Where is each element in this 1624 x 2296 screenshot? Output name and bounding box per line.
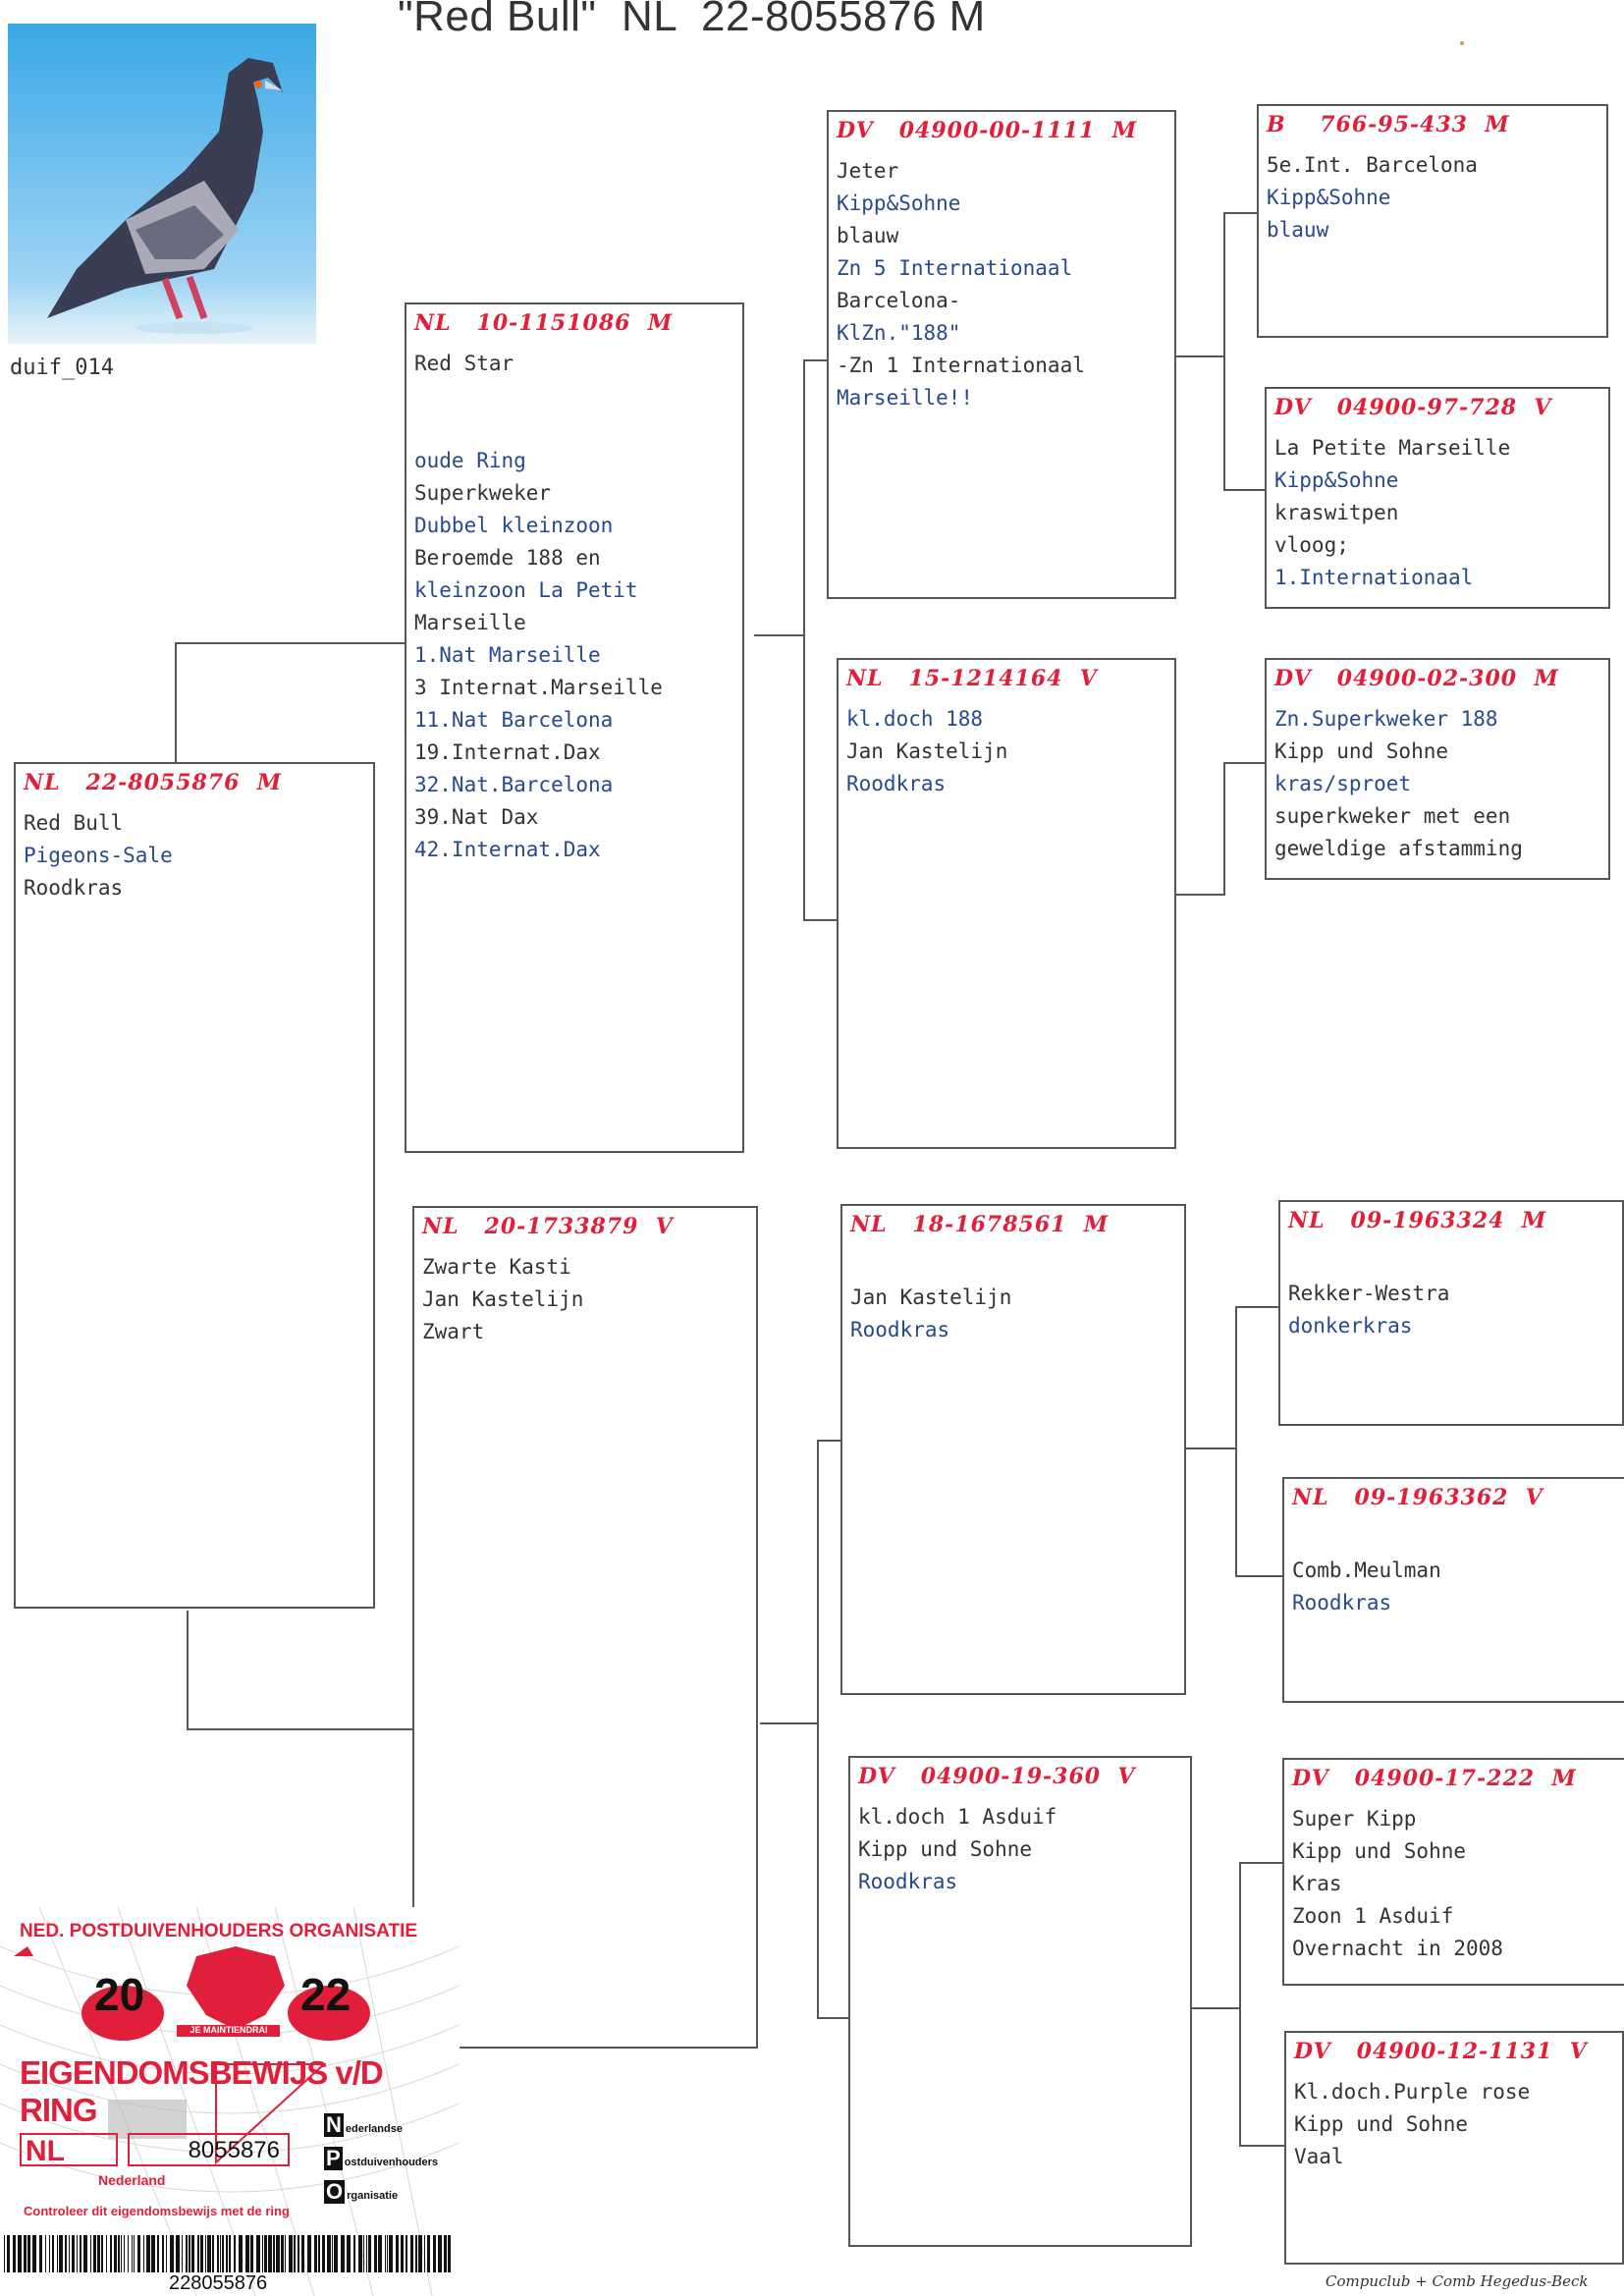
connector-line <box>760 1722 819 1724</box>
barcode-bar <box>322 2235 325 2272</box>
dove-icon <box>14 1946 33 1956</box>
barcode-bar <box>182 2235 183 2272</box>
pigeon-details <box>24 807 369 904</box>
pigeon-details <box>1292 1522 1620 1619</box>
barcode-bar <box>444 2235 447 2272</box>
pedigree-box-mm <box>848 1756 1192 2247</box>
pigeon-details <box>846 703 1170 800</box>
pigeon-details <box>837 155 1170 414</box>
barcode-bar <box>378 2235 382 2272</box>
connector-line <box>1223 489 1267 491</box>
barcode-bar <box>387 2235 388 2272</box>
pigeon-details <box>422 1251 752 1348</box>
detail-line: Jeter <box>837 159 899 183</box>
barcode-bar <box>410 2235 413 2272</box>
connector-line <box>175 642 177 764</box>
barcode-bar <box>97 2235 100 2272</box>
detail-line: -Zn 1 Internationaal <box>837 354 1085 377</box>
connector-line <box>817 1440 842 1442</box>
barcode-bar <box>162 2235 164 2272</box>
pedigree-box-ff <box>827 110 1176 599</box>
barcode-bar <box>13 2235 16 2272</box>
ring-number: DV 04900-00-1111 M <box>837 118 1138 143</box>
ring-number: DV 04900-17-222 M <box>1292 1766 1577 1791</box>
pedigree-box-father <box>405 302 744 1153</box>
detail-line: 42.Internat.Dax <box>414 838 601 861</box>
pigeon-details <box>1267 149 1602 246</box>
barcode-bar <box>110 2235 112 2272</box>
barcode-bar <box>90 2235 91 2272</box>
barcode-bar <box>347 2235 351 2272</box>
detail-line: kraswitpen <box>1274 501 1399 524</box>
pedigree-box-mmm <box>1284 2031 1624 2265</box>
barcode-bar <box>128 2235 129 2272</box>
detail-line: 39.Nat Dax <box>414 805 539 829</box>
pigeon-photo <box>8 24 316 344</box>
pedigree-box-mff <box>1278 1200 1624 1426</box>
barcode-bar <box>57 2235 58 2272</box>
barcode-bar <box>341 2235 345 2272</box>
detail-line: vloog; <box>1274 533 1349 557</box>
detail-line: Jan Kastelijn <box>422 1287 584 1311</box>
barcode-bar <box>118 2235 120 2272</box>
ring-number: NL 09-1963362 V <box>1292 1485 1543 1510</box>
detail-line: 11.Nat Barcelona <box>414 708 614 732</box>
barcode-bar <box>77 2235 78 2272</box>
connector-line <box>803 634 805 635</box>
barcode-bar <box>93 2235 96 2272</box>
barcode-bar <box>52 2235 54 2272</box>
lion-emblem-icon <box>187 1946 285 2030</box>
detail-line: Zwart <box>422 1320 485 1343</box>
barcode-bar <box>396 2235 399 2272</box>
connector-line <box>1223 212 1259 214</box>
detail-line: Kras <box>1292 1872 1342 1895</box>
connector-line <box>817 2017 850 2019</box>
detail-line: kl.doch 188 <box>846 707 984 731</box>
barcode-bar <box>72 2235 75 2272</box>
barcode-bar <box>298 2235 299 2272</box>
barcode-bar <box>45 2235 46 2272</box>
detail-line: Red Bull <box>24 811 124 835</box>
connector-line <box>1239 1862 1241 2147</box>
connector-line <box>1235 1306 1280 1308</box>
ring-number: DV 04900-12-1131 V <box>1294 2039 1588 2064</box>
detail-line <box>1292 1522 1620 1555</box>
detail-line: Comb.Meulman <box>1292 1558 1441 1582</box>
barcode-bar <box>318 2235 320 2272</box>
pigeon-details <box>1288 1245 1618 1342</box>
barcode-bar <box>268 2235 272 2272</box>
connector-line <box>754 634 805 636</box>
barcode-bar <box>250 2235 253 2272</box>
pedigree-box-mother <box>412 1206 758 2049</box>
pigeon-image-icon <box>8 24 316 344</box>
barcode-bar <box>229 2235 231 2272</box>
detail-line: blauw <box>837 224 899 247</box>
barcode-bar <box>276 2235 280 2272</box>
connector-line <box>1192 2007 1241 2009</box>
pigeon-details <box>1294 2076 1618 2173</box>
barcode-bar <box>157 2235 159 2272</box>
barcode-bar <box>69 2235 70 2272</box>
barcode-bar <box>65 2235 67 2272</box>
barcode-bar <box>189 2235 190 2272</box>
detail-line: 5e.Int. Barcelona <box>1267 153 1478 177</box>
ring-number: NL 10-1151086 M <box>414 310 674 336</box>
detail-line <box>414 412 738 445</box>
barcode-bar <box>101 2235 103 2272</box>
connector-line <box>1235 1306 1237 1575</box>
barcode-bar <box>294 2235 296 2272</box>
connector-line <box>1223 762 1225 896</box>
connector-line <box>1176 894 1225 896</box>
npo-line-3: O rganisatie <box>326 2179 399 2204</box>
pigeon-details <box>858 1801 1186 1898</box>
ring-number: B 766-95-433 M <box>1267 112 1510 137</box>
connector-line <box>803 359 829 361</box>
detail-line: Marseille <box>414 611 526 634</box>
barcode-bar <box>285 2235 286 2272</box>
ring-number: NL 22-8055876 M <box>24 770 283 795</box>
barcode-bar <box>353 2235 355 2272</box>
barcode-bar <box>191 2235 194 2272</box>
barcode-bar <box>385 2235 386 2272</box>
card-ring-number: 8055876 <box>128 2133 290 2166</box>
barcode-bar <box>389 2235 393 2272</box>
barcode-bar <box>245 2235 249 2272</box>
detail-line: La Petite Marseille <box>1274 436 1511 460</box>
barcode-bar <box>415 2235 417 2272</box>
barcode-bar <box>134 2235 135 2272</box>
pedigree-box-mf <box>840 1204 1186 1695</box>
barcode-bar <box>374 2235 377 2272</box>
barcode-bar <box>143 2235 144 2272</box>
detail-line: Super Kipp <box>1292 1807 1417 1831</box>
barcode-bar <box>368 2235 371 2272</box>
npo-line-1: N ederlandse <box>326 2112 403 2137</box>
connector-line <box>803 919 839 921</box>
barcode-bar <box>217 2235 219 2272</box>
pedigree-box-fff <box>1257 104 1608 338</box>
detail-line: kras/sproet <box>1274 772 1412 795</box>
barcode-bar <box>121 2235 122 2272</box>
barcode-bar <box>281 2235 284 2272</box>
ring-number: NL 15-1214164 V <box>846 666 1098 691</box>
connector-line <box>1176 355 1225 357</box>
detail-line: Roodkras <box>1292 1591 1392 1614</box>
ownership-card <box>0 1907 460 2296</box>
detail-line: Zwarte Kasti <box>422 1255 571 1279</box>
pigeon-details <box>1274 432 1604 594</box>
connector-line <box>1223 762 1267 764</box>
detail-line: kleinzoon La Petit <box>414 578 638 602</box>
barcode-bar <box>366 2235 367 2272</box>
detail-line: Kipp&Sohne <box>1267 186 1391 209</box>
card-title: EIGENDOMSBEWIJS v/D RING <box>20 2054 383 2128</box>
detail-line: Kipp und Sohne <box>858 1837 1033 1861</box>
connector-line <box>175 642 406 644</box>
detail-line: Zoon 1 Asduif <box>1292 1904 1454 1928</box>
connector-line <box>817 1722 819 2017</box>
barcode-bar <box>307 2235 311 2272</box>
barcode-bar <box>424 2235 425 2272</box>
barcode-bar <box>438 2235 442 2272</box>
detail-line <box>1288 1245 1618 1278</box>
detail-line: KlZn."188" <box>837 321 961 345</box>
detail-line <box>414 380 738 412</box>
detail-line: Dubbel kleinzoon <box>414 514 614 537</box>
detail-line: Vaal <box>1294 2145 1344 2168</box>
ring-number: NL 09-1963324 M <box>1288 1208 1547 1233</box>
card-year-right: 22 <box>300 1969 352 2020</box>
detail-line: Overnacht in 2008 <box>1292 1937 1503 1960</box>
detail-line: Kl.doch.Purple rose <box>1294 2080 1531 2104</box>
barcode-bar <box>220 2235 221 2272</box>
detail-line: Kipp und Sohne <box>1294 2112 1469 2136</box>
detail-line: oude Ring <box>414 449 526 472</box>
barcode-bar <box>334 2235 338 2272</box>
barcode-bar <box>256 2235 260 2272</box>
barcode-bar <box>433 2235 436 2272</box>
card-control-text: Controleer dit eigendomsbewijs met de ring <box>24 2204 290 2218</box>
pigeon-details <box>414 348 738 866</box>
barcode-bar <box>239 2235 243 2272</box>
barcode-bar <box>166 2235 167 2272</box>
npo-line-2: P ostduivenhouders <box>326 2146 439 2170</box>
detail-line: Marseille!! <box>837 386 974 410</box>
pigeon-details <box>850 1249 1180 1346</box>
connector-line <box>187 1728 414 1730</box>
detail-line: 1.Nat Marseille <box>414 643 601 667</box>
detail-line: Superkweker <box>414 481 552 505</box>
detail-line: Kipp&Sohne <box>1274 468 1399 492</box>
ring-number: DV 04900-19-360 V <box>858 1764 1136 1789</box>
pedigree-box-subject <box>14 762 375 1609</box>
barcode-bar <box>7 2235 10 2272</box>
barcode-bar <box>197 2235 199 2272</box>
detail-line: Zn.Superkweker 188 <box>1274 707 1498 731</box>
barcode-bar <box>151 2235 155 2272</box>
pigeon-details <box>1292 1803 1620 1965</box>
detail-line: Rekker-Westra <box>1288 1282 1450 1305</box>
pedigree-box-fmf <box>1265 658 1610 880</box>
barcode-bar <box>358 2235 362 2272</box>
card-country-code: NL <box>20 2133 118 2166</box>
barcode-bar <box>4 2235 5 2272</box>
ring-number: NL 18-1678561 M <box>850 1212 1110 1237</box>
detail-line: Roodkras <box>850 1318 950 1341</box>
detail-line: Beroemde 188 en <box>414 546 601 570</box>
barcode-bar <box>186 2235 188 2272</box>
connector-line <box>803 359 805 634</box>
barcode-bar <box>327 2235 331 2272</box>
photo-caption: duif_014 <box>10 355 114 380</box>
detail-line: superkweker met een <box>1274 804 1511 828</box>
barcode-bar <box>289 2235 293 2272</box>
card-country: Nederland <box>98 2172 166 2188</box>
detail-line: blauw <box>1267 218 1329 242</box>
detail-line: Kipp und Sohne <box>1274 739 1449 763</box>
detail-line: 3 Internat.Marseille <box>414 676 663 699</box>
barcode-bar <box>132 2235 133 2272</box>
barcode-bar <box>200 2235 203 2272</box>
connector-line <box>1223 212 1225 491</box>
barcode-bar <box>332 2235 333 2272</box>
barcode-bar <box>363 2235 364 2272</box>
card-year-left: 20 <box>94 1969 145 2020</box>
detail-line: Roodkras <box>846 772 947 795</box>
barcode-bar <box>176 2235 180 2272</box>
detail-line: Barcelona- <box>837 289 961 312</box>
barcode-bar <box>137 2235 140 2272</box>
barcode-bar <box>80 2235 81 2272</box>
barcode-bar <box>24 2235 27 2272</box>
barcode-bar <box>418 2235 422 2272</box>
barcode-bar <box>401 2235 404 2272</box>
barcode-bar <box>264 2235 267 2272</box>
detail-line: Kipp&Sohne <box>837 191 961 215</box>
detail-line: kl.doch 1 Asduif <box>858 1805 1057 1829</box>
barcode-bar <box>18 2235 22 2272</box>
detail-line: Red Star <box>414 352 514 375</box>
detail-line: Roodkras <box>858 1870 958 1893</box>
barcode-bar <box>222 2235 224 2272</box>
barcode-bar <box>114 2235 117 2272</box>
barcode-bar <box>170 2235 174 2272</box>
card-motto: JE MAINTIENDRAI <box>189 2025 268 2035</box>
barcode-number: 228055876 <box>169 2272 268 2294</box>
barcode-icon <box>2 2235 454 2272</box>
detail-line <box>850 1249 1180 1282</box>
pedigree-box-ffm <box>1265 387 1610 609</box>
detail-line: donkerkras <box>1288 1314 1413 1338</box>
barcode-bar <box>234 2235 236 2272</box>
barcode-bar <box>59 2235 63 2272</box>
barcode-bar <box>212 2235 214 2272</box>
barcode-bar <box>39 2235 42 2272</box>
detail-line: Kipp und Sohne <box>1292 1839 1467 1863</box>
barcode-bar <box>406 2235 407 2272</box>
barcode-bar <box>207 2235 211 2272</box>
detail-line: Jan Kastelijn <box>850 1285 1012 1309</box>
connector-line <box>1239 2145 1286 2147</box>
barcode-bar <box>301 2235 304 2272</box>
pedigree-box-mmf <box>1282 1758 1624 1986</box>
ring-number: NL 20-1733879 V <box>422 1214 674 1239</box>
barcode-bar <box>273 2235 275 2272</box>
connector-line <box>803 634 805 919</box>
connector-line <box>817 1440 819 1724</box>
page-title: "Red Bull" NL 22-8055876 M <box>398 0 986 40</box>
detail-line: Roodkras <box>24 876 124 900</box>
barcode-bar <box>32 2235 36 2272</box>
pedigree-box-fm <box>837 658 1176 1149</box>
pedigree-box-mfm <box>1282 1477 1624 1703</box>
barcode-bar <box>314 2235 317 2272</box>
connector-line <box>1235 1575 1284 1577</box>
detail-line: 19.Internat.Dax <box>414 740 601 764</box>
decorative-speck <box>1460 41 1464 45</box>
connector-line <box>1186 1448 1237 1449</box>
barcode-bar <box>448 2235 451 2272</box>
barcode-bar <box>27 2235 30 2272</box>
detail-line: Pigeons-Sale <box>24 844 173 867</box>
detail-line: 1.Internationaal <box>1274 566 1474 589</box>
connector-line <box>1239 1862 1284 1864</box>
detail-line: Zn 5 Internationaal <box>837 256 1073 280</box>
barcode-bar <box>205 2235 206 2272</box>
ring-number: DV 04900-02-300 M <box>1274 666 1559 691</box>
barcode-bar <box>106 2235 107 2272</box>
detail-line: 32.Nat.Barcelona <box>414 773 614 796</box>
detail-line: Jan Kastelijn <box>846 739 1008 763</box>
barcode-bar <box>427 2235 430 2272</box>
footer-credit: Compuclub + Comb Hegedus-Beck <box>1326 2272 1589 2290</box>
detail-line: geweldige afstamming <box>1274 837 1523 860</box>
barcode-bar <box>49 2235 50 2272</box>
card-organisation: NED. POSTDUIVENHOUDERS ORGANISATIE <box>20 1921 418 1941</box>
barcode-bar <box>83 2235 87 2272</box>
barcode-bar <box>262 2235 263 2272</box>
pigeon-details <box>1274 703 1604 865</box>
ring-number: DV 04900-97-728 V <box>1274 395 1552 420</box>
barcode-bar <box>226 2235 228 2272</box>
connector-line <box>187 1611 189 1728</box>
barcode-bar <box>124 2235 125 2272</box>
barcode-bar <box>146 2235 150 2272</box>
